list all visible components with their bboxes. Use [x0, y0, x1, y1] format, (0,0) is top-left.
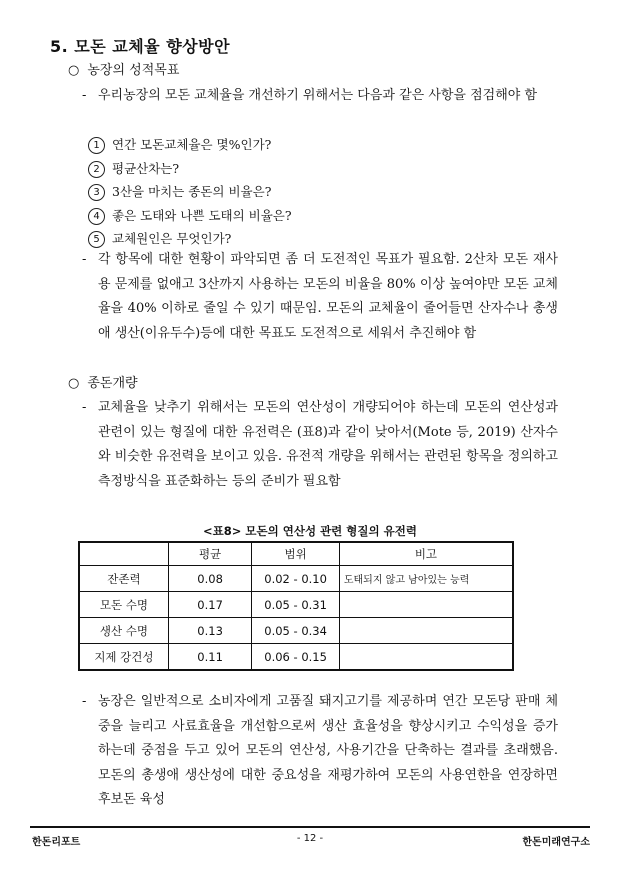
table-header-cell: 평균 [168, 542, 252, 566]
list-item [88, 204, 292, 228]
breeding-text: 교체율을 낮추기 위해서는 모돈의 연산성이 개량되어야 하는데 모돈의 연산성과 관련이 있는 형질에 대한 유전력은 (표8)과 같이 낮아서(Mote 등, 2019) 산자수와 비슷한 유전력을 보이고 있음. 유전적 개량을 위해서는 관련된 항목을 정의하고 측정방식을 표준화하는 등의 준비가 필요함 [98, 400, 558, 489]
table-caption: <표8> 모돈의 연산성 관련 형질의 유전력 [203, 524, 417, 538]
table-row [79, 644, 513, 671]
trait-cell: 모돈 수명 [79, 592, 168, 618]
section-title: 5. 모돈 교체율 향상방안 [50, 37, 231, 56]
trait-cell: 생산 수명 [79, 618, 168, 644]
range-cell: 0.06 - 0.15 [252, 644, 339, 671]
dash-bullet-icon: - [82, 88, 87, 103]
footer-publication: 한돈리포트 [32, 837, 81, 848]
range-cell: 0.02 - 0.10 [252, 566, 339, 592]
circle-bullet-icon: ○ [68, 376, 80, 391]
list-item-text: 연간 모돈교체율은 몇%인가? [112, 137, 272, 152]
subsection-heading-text: 종돈개량 [87, 376, 138, 391]
mean-cell: 0.13 [168, 618, 252, 644]
range-cell: 0.05 - 0.31 [252, 592, 339, 618]
list-item-text: 교체원인은 무엇인가? [112, 231, 232, 247]
dash-bullet-icon: - [82, 252, 87, 267]
trait-cell: 잔존력 [79, 566, 168, 592]
mean-cell: 0.11 [168, 644, 252, 671]
mean-cell: 0.08 [168, 566, 252, 592]
dash-bullet-icon: - [82, 694, 87, 709]
table-row [79, 566, 513, 592]
circled-number-icon: 1 [88, 137, 105, 154]
goals-text: 각 항목에 대한 현황이 파악되면 좀 더 도전적인 목표가 필요함. 2산차 모돈 재사용 문제를 없애고 3산까지 사용하는 모돈의 비율을 80% 이상 높여야만 모돈 교체율을 40% 이하로 줄일 수 있기 때문임. 모돈의 교체율이 줄어들면 산자수나 총생애 생산(이유두수)등에 대한 목표도 도전적으로 세워서 추진해야 함 [98, 252, 558, 341]
note-cell [339, 592, 513, 618]
dash-bullet-icon: - [82, 400, 87, 415]
list-item-text: 좋은 도태와 나쁜 도태의 비율은? [112, 207, 292, 223]
checklist [88, 133, 292, 251]
closing-text: 농장은 일반적으로 소비자에게 고품질 돼지고기를 제공하며 연간 모돈당 판매 체중을 늘리고 사료효율을 개선함으로써 생산 효율성을 향상시키고 수익성을 증가하는데 중점을 두고 있어 모돈의 연산성, 사용기간을 단축하는 결과를 초래했음. 모돈의 총생애 생산성에 대한 중요성을 재평가하여 모돈의 사용연한을 연장하면 후보돈 육성 [98, 694, 558, 807]
circled-number-icon: 4 [88, 208, 105, 225]
circled-number-icon: 3 [88, 184, 105, 201]
circled-number-icon: 5 [88, 231, 105, 248]
page-number: - 12 - [296, 833, 324, 844]
table-row [79, 592, 513, 618]
list-item-text: 3산을 마치는 종돈의 비율은? [112, 184, 272, 200]
table-header-cell: 비고 [339, 542, 513, 566]
intro-paragraph [82, 84, 558, 109]
note-cell [339, 644, 513, 671]
subsection-heading-goals [68, 62, 179, 80]
table-header-cell: 범위 [252, 542, 339, 566]
range-cell: 0.05 - 0.34 [252, 618, 339, 644]
note-cell [339, 618, 513, 644]
table-header-cell [79, 542, 168, 566]
list-item [88, 180, 292, 204]
closing-paragraph [82, 690, 558, 813]
footer-divider [30, 826, 590, 828]
circle-bullet-icon: ○ [68, 63, 80, 78]
table-row [79, 618, 513, 644]
breeding-paragraph [82, 396, 558, 494]
circled-number-icon: 2 [88, 161, 105, 178]
note-cell: 도태되지 않고 남아있는 능력 [339, 566, 513, 592]
table-header-row [79, 542, 513, 566]
list-item [88, 133, 292, 157]
list-item-text: 평균산차는? [112, 160, 180, 176]
heritability-table [78, 541, 514, 671]
mean-cell: 0.17 [168, 592, 252, 618]
goals-paragraph [82, 248, 558, 346]
subsection-heading-text: 농장의 성적목표 [87, 63, 180, 78]
footer-institute: 한돈미래연구소 [522, 837, 590, 848]
list-item [88, 157, 292, 181]
trait-cell: 지제 강건성 [79, 644, 168, 671]
subsection-heading-breeding [68, 375, 138, 393]
intro-text: 우리농장의 모돈 교체율을 개선하기 위해서는 다음과 같은 사항을 점검해야 함 [98, 88, 538, 103]
